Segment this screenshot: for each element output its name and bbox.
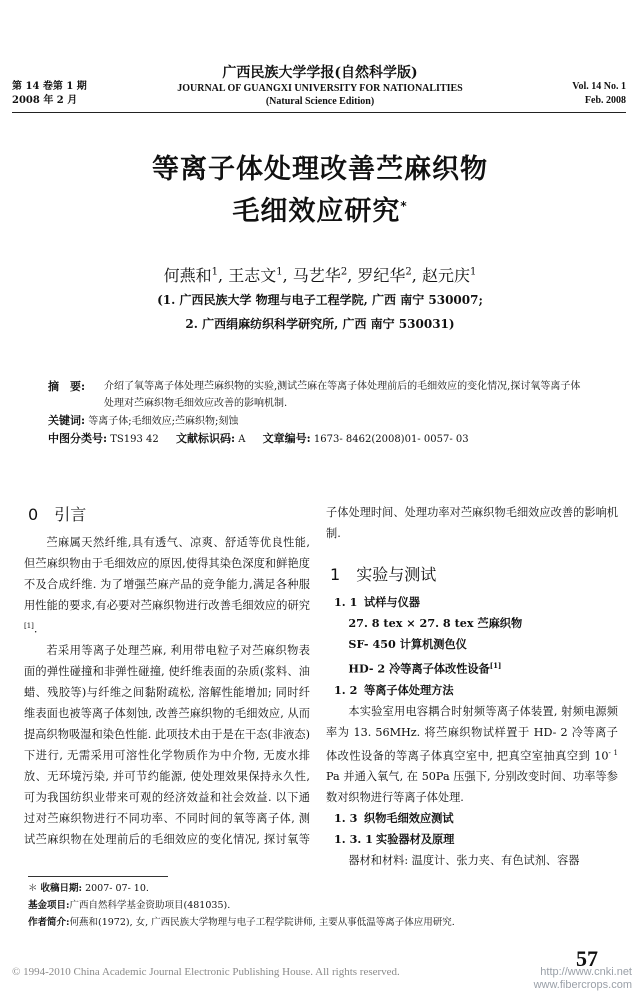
issue-info-en [572,80,626,108]
affiliation-2: 2. 广西绢麻纺织科学研究所, 广西 南宁 530031) [185,317,455,331]
title-line-2 [60,188,580,230]
header-rule [12,112,626,113]
intro-paragraph-2: 若采用等离子处理苎麻, 利用带电粒子对苎麻织物表面的弹性碰撞和非弹性碰撞, 使纤维表面的杂质(浆料、油蜡、残胶等)与纤维之间黏附疏松, 溶解性能增加; 同时纤维表面也被等离子体刻蚀, 改善苎麻织物的毛细效应, 从而提高织物吸湿和染色性能. 此项技术由于是在干态(非液态)下进行, 无需采用可溶性化学物质作为中介物, 无废水排放、无环境污染, 并可节约能源, 使处理效果保持永久性, 可为我国纺织业带来可观的经济效益和社会效益. 以下通过对苎麻织物进行不同功率、不同时间的氧等离子体, 测试苎麻织物在处理前后的毛细效应的变化情况, 探讨氧等 [24,643,310,846]
keywords [48,412,588,430]
section-1-3-1-heading: 1. 3. 1 实验器材及原理 [334,832,455,847]
doc-code-label: 文献标识码: [175,432,236,445]
copyright-notice: © 1994-2010 China Academic Journal Electronic Publishing House. All rights reserved. [12,966,400,978]
abstract-label: 摘 要: [48,380,86,393]
journal-header [170,64,470,108]
footnote-rule [28,876,168,877]
author: 赵元庆$^1$ [421,266,477,286]
journal-name-cn: 广西民族大学学报(自然科学版) [222,65,418,81]
citation: [1] [24,622,34,630]
abstract [48,378,588,412]
watermark [534,966,632,992]
fund-info: 基金项目:广西自然科学基金资助项目(481035). [28,900,231,911]
intro-paragraph-2-continued: 子体处理时间、处理功率对苎麻织物毛细效应改善的影响机制. [326,506,618,540]
author: 马艺华$^2$, [292,266,353,286]
intro-paragraph-1: 苎麻属天然纤维,具有透气、凉爽、舒适等优良性能,但苎麻织物由于毛细效应的原因,使得其染色深度和鲜艳度不及合成纤维. 为了增强苎麻产品的竞争能力,满足各种服用性能的要求,有必要对苎麻织物进行改善毛细效应的研究[1]. [24,536,310,636]
method-paragraph: 本实验室用电容耦合时射频等离子体装置, 射频电源频率为 13. 56MHz. 将苎麻织物试样置于 HD- 2 冷等离子体改性设备的等离子体真空室中, 把真空室抽真空到 $10^{- 1}$ Pa 并通入氧气, 在 50Pa 压强下, 分别改变时间、功率等参数对织物进行等离子体处理. [326,704,619,805]
section-0-heading: 0 引言 [28,505,87,524]
right-column [326,502,618,871]
journal-name-en: JOURNAL OF GUANGXI UNIVERSITY FOR NATIONALITIES [177,83,463,94]
section-1-2-heading: 1. 2 等离子体处理方法 [334,682,454,697]
material-item-3: HD- 2 冷等离子体改性设备[1] [348,661,502,676]
article-no-value: 1673- 8462(2008)01- 0057- 03 [313,434,469,445]
material-item-1: 27. 8 tex × 27. 8 tex 苎麻织物 [348,616,523,630]
author-bio: 作者简介:何燕和(1972), 女, 广西民族大学物理与电子工程学院讲师, 主要从事低温等离子体应用研究. [28,917,455,928]
received-date: ＊ 收稿日期: 2007- 07- 10. [28,883,149,894]
journal-edition-en: (Natural Science Edition) [265,96,375,107]
author-list [40,262,600,287]
volume-issue-en: Vol. 14 No. 1 [572,81,626,92]
citation: [1] [489,661,502,670]
abstract-text: 介绍了氧等离子体处理苎麻织物的实验,测试苎麻在等离子体处理前后的毛细效应的变化情况,探讨氧等离子体处理对苎麻织物毛细效应改善的影响机制. [104,381,581,409]
author: 王志文$^1$, [228,266,288,286]
date-cn: 2008 年 2 月 [12,95,78,106]
author: 罗纪华$^2$, [357,266,417,286]
keywords-label: 关键词: [48,414,86,427]
clc-value: TS193 42 [110,434,159,445]
section-1-heading: 1 实验与测试 [330,565,437,584]
material-item-2: SF- 450 计算机测色仪 [348,637,467,651]
title-line-2-text: 毛细效应研究 [232,196,401,227]
footnotes [28,880,628,931]
volume-issue-cn: 第 14 卷第 1 期 [12,81,87,92]
watermark-line-2: www.fibercrops.com [533,979,632,991]
date-en: Feb. 2008 [584,95,626,106]
article-no-label: 文章编号: [262,432,311,445]
section-1-1-heading: 1. 1 试样与仪器 [334,595,420,609]
classification-line [48,430,588,448]
materials-paragraph: 器材和材料: 温度计、张力夹、有色试剂、容器 [348,854,580,868]
title-line-1: 等离子体处理改善苎麻织物 [152,154,488,185]
keywords-text: 等离子体;毛细效应;苎麻织物;刻蚀 [88,416,239,427]
affiliations [40,288,600,336]
title-footnote-mark: * [400,199,408,213]
issue-info [12,80,87,108]
abstract-block [48,378,588,448]
paper-title [60,152,580,230]
affiliation-1: (1. 广西民族大学 物理与电子工程学院, 广西 南宁 530007; [157,293,483,307]
author: 何燕和$^1$, [163,266,224,286]
doc-code-value: A [238,434,246,445]
watermark-line-1: http://www.cnki.net [540,966,632,978]
section-1-3-heading: 1. 3 织物毛细效应测试 [334,811,454,826]
left-column [24,502,310,850]
clc-label: 中图分类号: [48,432,108,445]
page-number: 57 [576,946,598,971]
